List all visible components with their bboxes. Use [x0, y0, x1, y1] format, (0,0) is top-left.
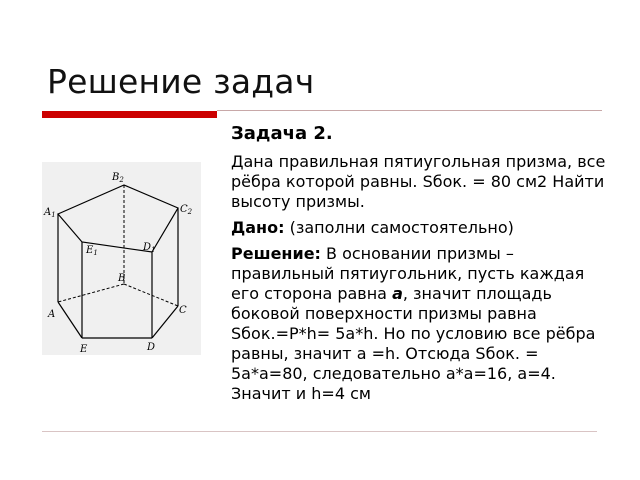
label-E: E — [80, 344, 88, 355]
solution-variable: а — [392, 284, 403, 303]
footer-divider-line — [42, 431, 597, 432]
label-E1: $E_1$ — [86, 245, 98, 257]
edge-D-C — [152, 306, 178, 338]
task-statement: Дана правильная пятиугольная призма, все рёбра которой равны. Sбок. = 80 см2 Найти высоту призмы. — [231, 152, 606, 211]
label-C: C — [179, 305, 187, 316]
label-C2: $C_2$ — [180, 204, 193, 216]
top-face — [58, 185, 178, 252]
edge-A-E — [58, 302, 82, 338]
label-D1: $D_1$ — [143, 242, 156, 254]
label-B2: $B_2$ — [112, 172, 124, 184]
label-A: A — [48, 309, 56, 320]
task-solution — [231, 244, 611, 404]
prism-figure — [42, 162, 201, 355]
task-given — [231, 218, 611, 238]
edge-A-B — [58, 284, 124, 302]
solution-label: Решение: — [231, 244, 321, 263]
solution-text-1: В основании призмы – правильный пятиугольник, пусть каждая его сторона равна — [231, 244, 585, 303]
prism-drawing — [42, 162, 201, 355]
label-A1: $A_1$ — [44, 207, 56, 219]
given-label: Дано: — [231, 218, 285, 237]
label-B: B — [118, 273, 126, 284]
title-divider-line — [217, 110, 602, 111]
slide-title: Решение задач — [47, 62, 315, 101]
task-content — [231, 124, 611, 410]
label-D: D — [147, 342, 156, 353]
task-heading: Задача 2. — [231, 123, 333, 144]
solution-text-2: , значит площадь боковой поверхности призмы равна Sбок.=P*h= 5a*h. Но по условию все рёбра равны, значит a =h. Отсюда Sбок. = 5a*a=80, следовательно a*a=16, a=4. Значит и h=4 см — [231, 284, 596, 403]
given-text: (заполни самостоятельно) — [284, 218, 514, 237]
edge-B-C — [124, 284, 178, 306]
title-accent-bar — [42, 111, 217, 118]
